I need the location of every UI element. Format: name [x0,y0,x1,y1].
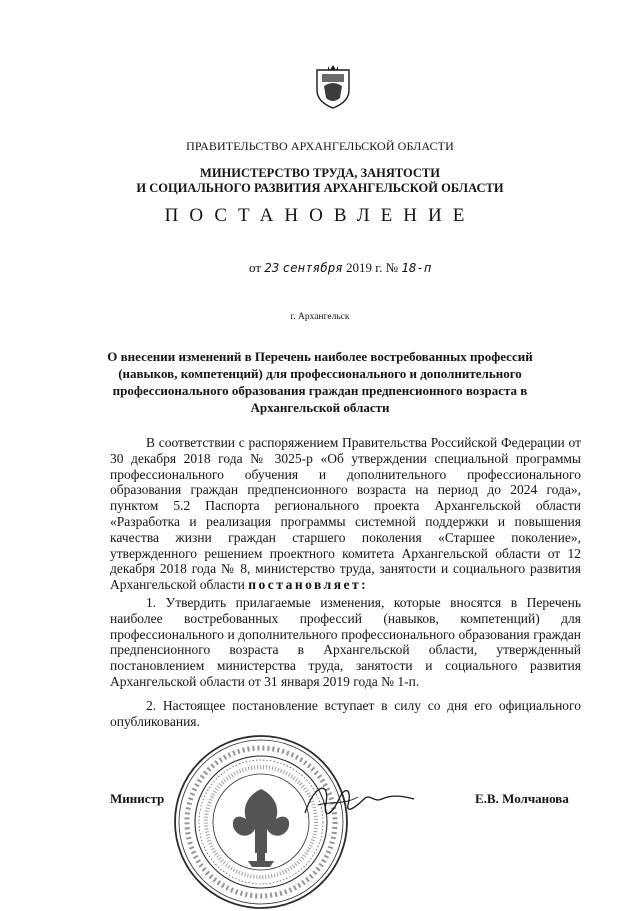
date-prefix: от [249,260,262,275]
document-body [110,435,581,729]
preamble-text: В соответствии с распоряжением Правительства Российской Федерации от 30 декабря 2018 года № 3025-р «Об утверждении специальной программы профессионального обучения и дополнительного профессионального образования граждан предпенсионного возраста на период до 2024 года», пунктом 5.2 Паспорта регионального проекта Архангельской области «Разработка и реализация программы системной поддержки и повышения качества жизни граждан старшего поколения «Старшее поколение», утвержденного решением проектного комитета Архангельской области от 12 декабря 2018 года № 8, министерство труда, занятости и социального развития Архангельской области [110,435,581,593]
signatory-name: Е.В. Молчанова [475,791,569,806]
government-header: ПРАВИТЕЛЬСТВО АРХАНГЕЛЬСКОЙ ОБЛАСТИ [186,139,454,153]
handwritten-signature [300,775,418,825]
ministry-header [0,166,640,196]
clause-1-paragraph: 1. Утвердить прилагаемые изменения, которые вносятся в Перечень наиболее востребованных профессий (навыков, компетенций) для профессионального и дополнительного профессионального образования граждан предпенсионного возраста в Архангельской области, утвержденный постановлением министерства труда, занятости и социального развития Архангельской области от 31 января 2019 года № 1-п. [110,594,581,689]
document-type: ПОСТАНОВЛЕНИЕ [164,205,476,226]
number-label: № [385,260,399,275]
signatory-title: Министр [110,791,165,806]
preamble-paragraph [110,435,581,593]
date-year: 2019 г. [346,260,383,275]
city-label: г. Архангельск [290,312,350,322]
document-subject: О внесении изменений в Перечень наиболее востребованных профессий (навыков, компетенций) для профессионального и дополнительного профессионального образования граждан предпенсионного возраста в Архангельской области [107,349,533,415]
coat-of-arms-icon [314,64,352,110]
clause-2-paragraph: 2. Настоящее постановление вступает в силу со дня его официального опубликования. [110,697,581,729]
resolves-label: постановляет: [248,577,369,593]
ministry-line-2: И СОЦИАЛЬНОГО РАЗВИТИЯ АРХАНГЕЛЬСКОЙ ОБЛАСТИ [136,181,504,195]
ministry-line-1: МИНИСТЕРСТВО ТРУДА, ЗАНЯТОСТИ [200,166,440,180]
date-line [249,260,431,276]
date-month: сентября [282,260,343,275]
document-number: 18-п [401,260,432,275]
date-day: 23 [264,260,280,275]
